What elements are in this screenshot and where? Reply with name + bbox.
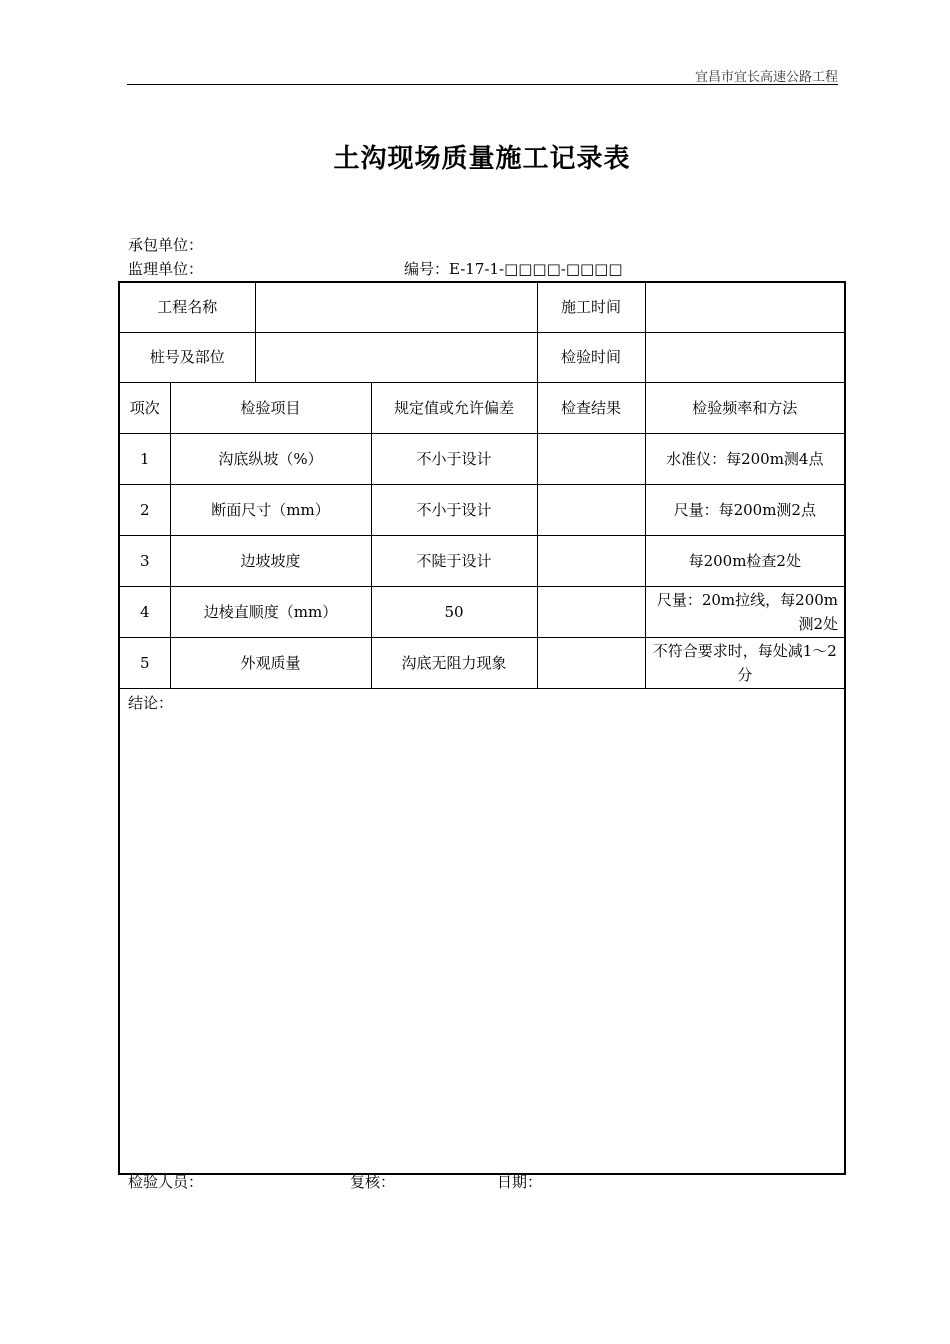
row-item: 边坡坡度 [170, 535, 371, 586]
station-field[interactable] [255, 332, 537, 382]
inspection-time-label: 检验时间 [537, 332, 645, 382]
row-item: 外观质量 [170, 637, 371, 688]
row-no: 5 [119, 637, 170, 688]
record-number: 编号：E-17-1-□□□□-□□□□ [404, 260, 623, 278]
row-method: 每200m检查2处 [645, 535, 845, 586]
row-no: 1 [119, 433, 170, 484]
page-title: 土沟现场质量施工记录表 [333, 144, 631, 174]
row-item: 边棱直顺度（mm） [170, 586, 371, 637]
row-method: 尺量：20m拉线，每200m测2处 [645, 586, 845, 637]
col-header-item: 检验项目 [170, 382, 371, 433]
row-result-field[interactable] [537, 586, 645, 637]
row-spec: 不陡于设计 [371, 535, 537, 586]
row-result-field[interactable] [537, 484, 645, 535]
row-method: 不符合要求时，每处减1～2分 [645, 637, 845, 688]
row-spec: 沟底无阻力现象 [371, 637, 537, 688]
table-row [119, 484, 845, 535]
inspection-time-field[interactable] [645, 332, 845, 382]
row-no: 3 [119, 535, 170, 586]
row-no: 2 [119, 484, 170, 535]
column-header-row [119, 382, 845, 433]
row-result-field[interactable] [537, 535, 645, 586]
col-header-no: 项次 [119, 382, 170, 433]
table-row [119, 535, 845, 586]
col-header-spec: 规定值或允许偏差 [371, 382, 537, 433]
row-spec: 不小于设计 [371, 484, 537, 535]
row-method: 水准仪：每200m测4点 [645, 433, 845, 484]
row-spec: 不小于设计 [371, 433, 537, 484]
header-divider [127, 84, 838, 85]
reviewer-label: 复核： [350, 1173, 396, 1191]
row-result-field[interactable] [537, 433, 645, 484]
supervisor-label: 监理单位： [128, 260, 204, 278]
table-row [119, 637, 845, 688]
col-header-result: 检查结果 [537, 382, 645, 433]
conclusion-area[interactable] [119, 688, 845, 1174]
col-header-method: 检验频率和方法 [645, 382, 845, 433]
inspector-label: 检验人员： [128, 1173, 204, 1191]
row-spec: 50 [371, 586, 537, 637]
construction-time-field[interactable] [645, 282, 845, 332]
header-org: 宜昌市宜长高速公路工程 [694, 70, 838, 85]
row-item: 断面尺寸（mm） [170, 484, 371, 535]
construction-time-label: 施工时间 [537, 282, 645, 332]
project-name-field[interactable] [255, 282, 537, 332]
row-method: 尺量：每200m测2点 [645, 484, 845, 535]
conclusion-label: 结论： [128, 693, 174, 712]
table-row [119, 586, 845, 637]
table-row [119, 433, 845, 484]
row-result-field[interactable] [537, 637, 645, 688]
record-table [118, 281, 846, 1175]
row-no: 4 [119, 586, 170, 637]
station-label: 桩号及部位 [119, 332, 255, 382]
contractor-label: 承包单位： [128, 236, 204, 254]
row-item: 沟底纵坡（%） [170, 433, 371, 484]
project-name-label: 工程名称 [119, 282, 255, 332]
date-label: 日期： [497, 1173, 543, 1191]
